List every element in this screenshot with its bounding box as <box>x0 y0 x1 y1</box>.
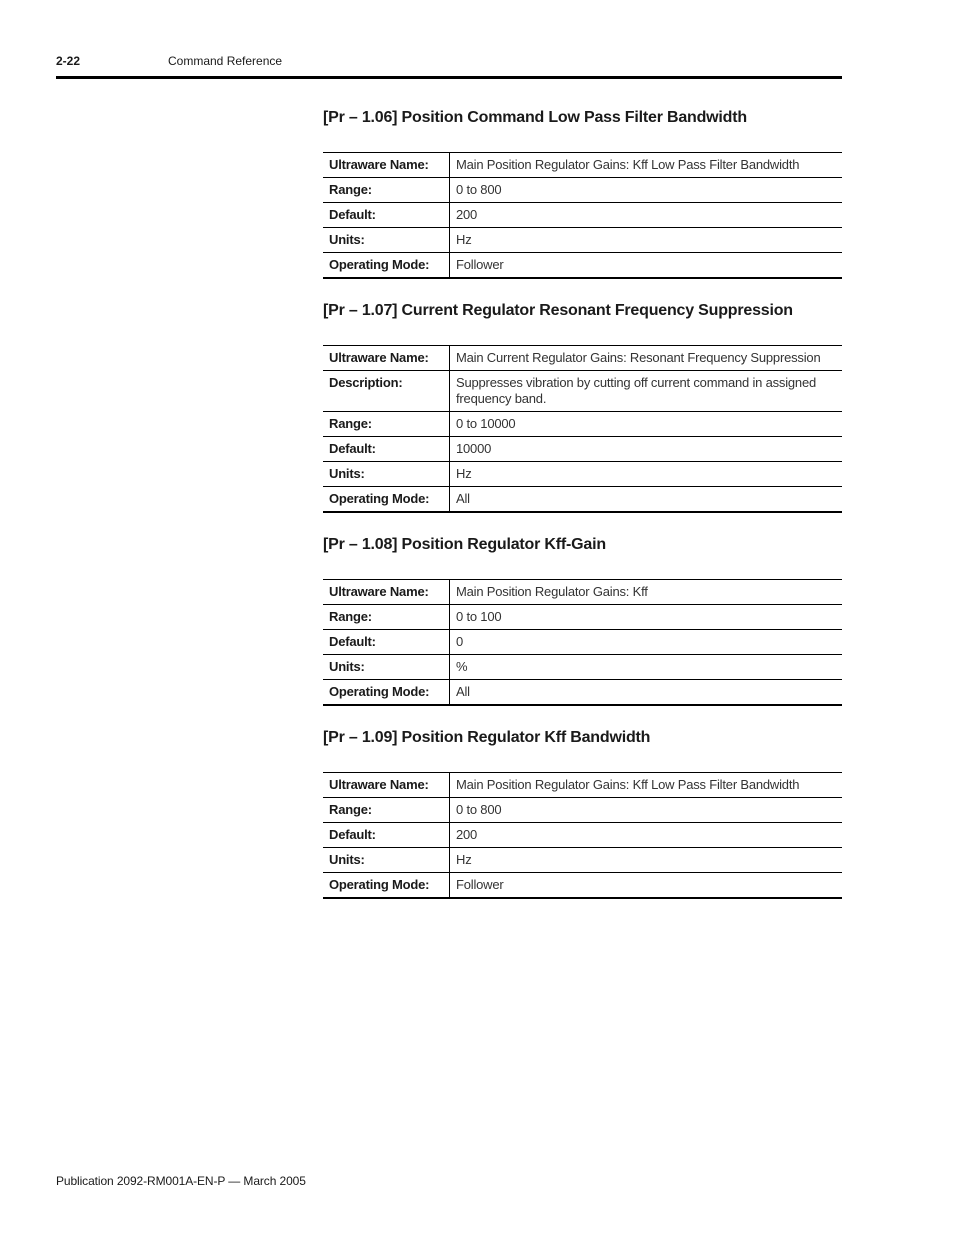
table-row <box>323 823 842 848</box>
row-value: 10000 <box>450 437 843 462</box>
row-label: Default: <box>323 437 450 462</box>
page-header <box>56 52 842 79</box>
table-row <box>323 798 842 823</box>
parameter-section-1-09 <box>323 726 842 899</box>
main-content <box>323 106 842 919</box>
row-value: 0 to 100 <box>450 605 843 630</box>
table-row <box>323 437 842 462</box>
row-label: Units: <box>323 462 450 487</box>
row-label: Ultraware Name: <box>323 773 450 798</box>
row-value: All <box>456 684 470 699</box>
table-row <box>323 580 842 605</box>
parameter-table <box>323 579 842 706</box>
row-value: Main Position Regulator Gains: Kff Low Pass Filter Bandwidth <box>450 153 843 178</box>
row-label: Ultraware Name: <box>323 580 450 605</box>
table-row <box>323 773 842 798</box>
table-row <box>323 680 842 706</box>
row-value: Hz <box>450 848 843 873</box>
row-label: Default: <box>323 630 450 655</box>
row-label: Ultraware Name: <box>323 346 450 371</box>
table-row <box>323 487 842 513</box>
row-value: 0 <box>450 630 843 655</box>
table-row <box>323 178 842 203</box>
row-label: Ultraware Name: <box>323 153 450 178</box>
section-heading: [Pr – 1.06] Position Command Low Pass Filter Bandwidth <box>323 109 747 126</box>
row-label: Units: <box>323 655 450 680</box>
table-row <box>323 228 842 253</box>
row-value: Suppresses vibration by cutting off current command in assigned frequency band. <box>450 371 843 412</box>
table-row <box>323 848 842 873</box>
parameter-table <box>323 345 842 513</box>
table-row <box>323 630 842 655</box>
row-value: 0 to 800 <box>450 178 843 203</box>
row-value: Main Current Regulator Gains: Resonant Frequency Suppression <box>450 346 843 371</box>
page-number: 2-22 <box>56 54 81 68</box>
table-row <box>323 253 842 279</box>
table-row <box>323 412 842 437</box>
table-row <box>323 203 842 228</box>
row-label: Default: <box>323 823 450 848</box>
row-value: Main Position Regulator Gains: Kff Low Pass Filter Bandwidth <box>450 773 843 798</box>
section-heading: [Pr – 1.08] Position Regulator Kff-Gain <box>323 536 606 553</box>
table-row <box>323 346 842 371</box>
table-row <box>323 873 842 899</box>
parameter-section-1-06 <box>323 106 842 279</box>
parameter-section-1-07 <box>323 299 842 513</box>
row-value: 0 to 800 <box>450 798 843 823</box>
row-label: Range: <box>323 605 450 630</box>
row-label: Operating Mode: <box>323 487 450 513</box>
parameter-section-1-08 <box>323 533 842 706</box>
row-value: Follower <box>456 257 504 272</box>
section-heading: [Pr – 1.09] Position Regulator Kff Bandwidth <box>323 729 651 746</box>
row-label: Range: <box>323 178 450 203</box>
row-value: % <box>450 655 843 680</box>
table-row <box>323 371 842 412</box>
row-value: 0 to 10000 <box>450 412 843 437</box>
row-label: Description: <box>323 371 450 412</box>
parameter-table <box>323 152 842 279</box>
row-label: Range: <box>323 412 450 437</box>
publication-footer: Publication 2092-RM001A-EN-P — March 2005 <box>56 1174 306 1188</box>
row-label: Operating Mode: <box>323 680 450 706</box>
table-row <box>323 605 842 630</box>
table-row <box>323 462 842 487</box>
section-heading: [Pr – 1.07] Current Regulator Resonant Frequency Suppression <box>323 302 793 319</box>
row-value: Main Position Regulator Gains: Kff <box>450 580 843 605</box>
row-label: Range: <box>323 798 450 823</box>
row-label: Operating Mode: <box>323 873 450 899</box>
parameter-table <box>323 772 842 899</box>
row-label: Default: <box>323 203 450 228</box>
row-value: Hz <box>450 462 843 487</box>
row-label: Units: <box>323 848 450 873</box>
row-value: 200 <box>450 823 843 848</box>
row-value: All <box>456 491 470 506</box>
row-value: Follower <box>456 877 504 892</box>
row-value: 200 <box>450 203 843 228</box>
table-row <box>323 153 842 178</box>
row-value: Hz <box>450 228 843 253</box>
table-row <box>323 655 842 680</box>
row-label: Units: <box>323 228 450 253</box>
running-header-title: Command Reference <box>168 54 283 68</box>
row-label: Operating Mode: <box>323 253 450 279</box>
